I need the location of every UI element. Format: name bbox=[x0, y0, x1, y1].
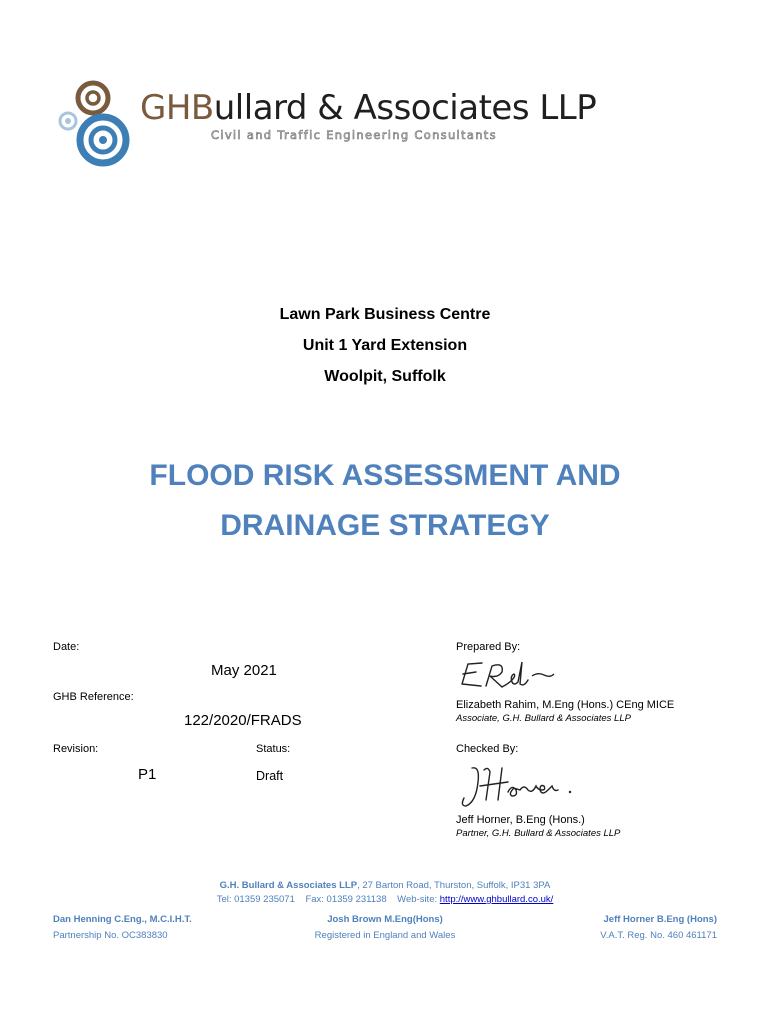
footer-web-label: Web-site: bbox=[397, 894, 438, 905]
logo-brown-inner-circle bbox=[87, 92, 99, 104]
footer-mid-name-text: Josh Brown M.Eng(Hons) bbox=[327, 914, 443, 925]
footer-right-name-text: Jeff Horner B.Eng (Hons) bbox=[603, 914, 717, 925]
footer-tel: Tel: 01359 235071 bbox=[216, 894, 295, 905]
project-subtitle: Unit 1 Yard Extension bbox=[302, 337, 468, 354]
logo-blue-center-dot bbox=[99, 136, 107, 144]
revision-value: P1 bbox=[138, 766, 157, 783]
document-title-line1: FLOOD RISK ASSESSMENT AND bbox=[149, 459, 621, 492]
company-logo bbox=[0, 0, 600, 180]
prepared-by-name: Elizabeth Rahim, M.Eng (Hons.) CEng MICE bbox=[456, 699, 675, 711]
footer-website-link[interactable]: http://www.ghbullard.co.uk/ bbox=[439, 894, 554, 905]
footer-company: G.H. Bullard & Associates LLP bbox=[219, 880, 358, 891]
logo-circles-icon bbox=[50, 72, 140, 172]
footer-address: , 27 Barton Road, Thurston, Suffolk, IP31 3PA bbox=[357, 880, 551, 891]
prepared-signature bbox=[454, 654, 559, 694]
project-name: Lawn Park Business Centre bbox=[279, 306, 491, 323]
status-label: Status: bbox=[256, 743, 291, 755]
ghb-reference-label: GHB Reference: bbox=[53, 691, 134, 703]
logo-tagline: Civil and Traffic Engineering Consultants bbox=[211, 128, 497, 142]
date-label: Date: bbox=[53, 641, 80, 653]
checked-by-name: Jeff Horner, B.Eng (Hons.) bbox=[456, 814, 585, 826]
footer-address-line bbox=[0, 880, 770, 892]
logo-name-prefix: GHB bbox=[140, 88, 214, 128]
prepared-by-label: Prepared By: bbox=[456, 641, 521, 653]
checked-by-label: Checked By: bbox=[456, 743, 519, 755]
footer-fax: Fax: 01359 231138 bbox=[305, 894, 387, 905]
footer-mid-sub: Registered in England and Wales bbox=[314, 930, 456, 941]
checked-signature bbox=[458, 760, 588, 812]
prepared-by-role: Associate, G.H. Bullard & Associates LLP bbox=[456, 713, 631, 724]
logo-brown-circle bbox=[78, 83, 108, 113]
footer-left-name-text: Dan Henning C.Eng., M.C.I.H.T. bbox=[53, 914, 192, 925]
footer-left-sub: Partnership No. OC383830 bbox=[53, 930, 168, 941]
footer-right-sub: V.A.T. Reg. No. 460 461171 bbox=[600, 930, 717, 941]
document-title-line2: DRAINAGE STRATEGY bbox=[220, 509, 550, 542]
status-value: Draft bbox=[256, 769, 284, 783]
date-value: May 2021 bbox=[211, 662, 277, 679]
logo-company-name bbox=[140, 88, 596, 128]
ghb-reference-value: 122/2020/FRADS bbox=[184, 712, 302, 729]
revision-label: Revision: bbox=[53, 743, 99, 755]
footer-right-name bbox=[604, 914, 717, 926]
footer-contact-line bbox=[0, 894, 770, 906]
logo-light-blue-dot bbox=[65, 118, 71, 124]
project-location: Woolpit, Suffolk bbox=[324, 368, 446, 385]
checked-by-role: Partner, G.H. Bullard & Associates LLP bbox=[456, 828, 621, 839]
logo-name-suffix: ullard & Associates LLP bbox=[213, 88, 597, 128]
